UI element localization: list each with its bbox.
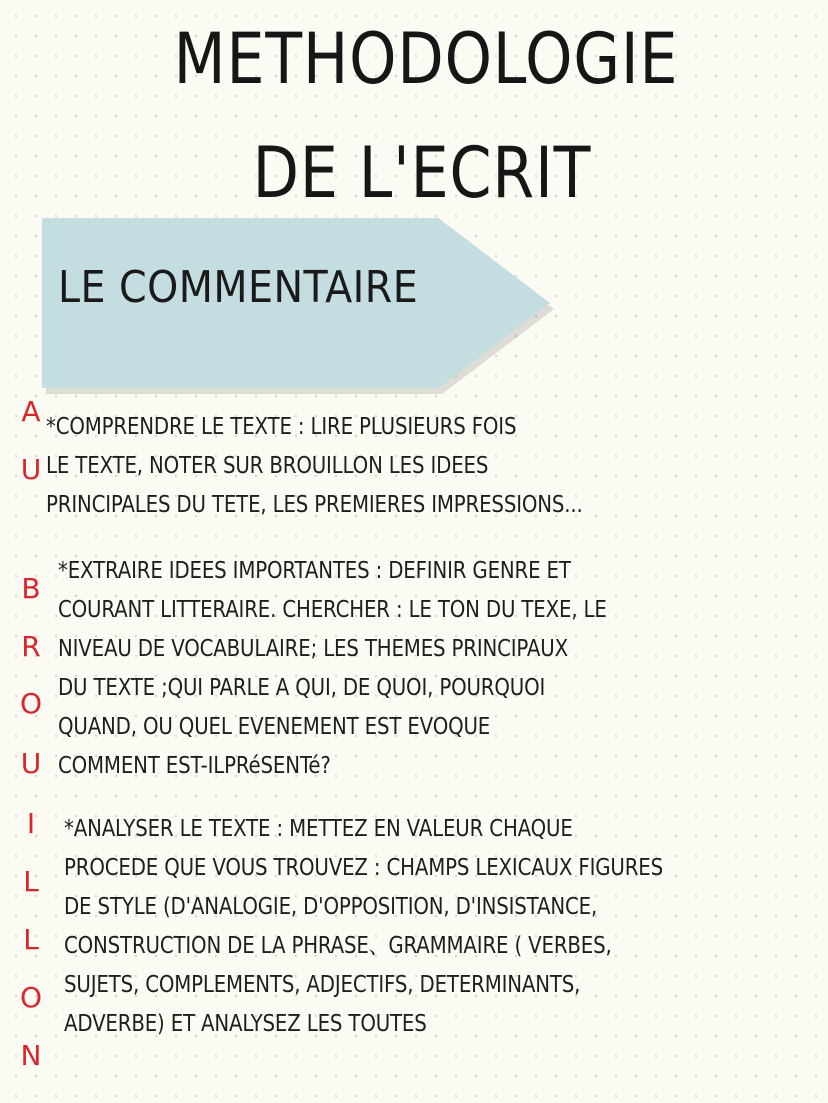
- text-line: SUJETS, COMPLEMENTS, ADJECTIFS, DETERMINANTS,: [64, 972, 581, 998]
- page-title-line-1: METHODOLOGIE: [173, 18, 679, 100]
- vertical-letter: I: [26, 807, 36, 840]
- text-line: DE STYLE (D'ANALOGIE, D'OPPOSITION, D'INSISTANCE,: [64, 894, 598, 920]
- text-line: PROCEDE QUE VOUS TROUVEZ : CHAMPS LEXICAUX FIGURES: [64, 855, 663, 881]
- vertical-letter: B: [21, 572, 41, 605]
- vertical-letter: N: [20, 1039, 42, 1072]
- page-title-line-2: DE L'ECRIT: [252, 132, 592, 214]
- text-line: *COMPRENDRE LE TEXTE : LIRE PLUSIEURS FOIS: [46, 414, 517, 440]
- text-line: LE TEXTE, NOTER SUR BROUILLON LES IDEES: [46, 453, 489, 479]
- vertical-letter: U: [20, 453, 42, 486]
- text-line: COURANT LITTERAIRE. CHERCHER : LE TON DU TEXE, LE: [58, 597, 607, 623]
- text-line: NIVEAU DE VOCABULAIRE; LES THEMES PRINCIPAUX: [58, 636, 568, 662]
- vertical-letter: L: [23, 865, 39, 898]
- text-line: ADVERBE) ET ANALYSEZ LES TOUTES: [64, 1011, 427, 1037]
- section-comprendre: [46, 408, 583, 525]
- vertical-letter: O: [19, 687, 43, 720]
- text-line: QUAND, OU QUEL EVENEMENT EST EVOQUE: [58, 714, 491, 740]
- text-line: DU TEXTE ;QUI PARLE A QUI, DE QUOI, POURQUOI: [58, 675, 546, 701]
- section-extraire: [58, 552, 607, 786]
- text-line: PRINCIPALES DU TETE, LES PREMIERES IMPRESSIONS...: [46, 492, 583, 518]
- banner-label: LE COMMENTAIRE: [58, 262, 419, 313]
- vertical-letter: A: [21, 395, 41, 428]
- vertical-letter: O: [19, 981, 43, 1014]
- section-analyser: [64, 810, 663, 1044]
- text-line: COMMENT EST-ILPRéSENTé?: [58, 753, 331, 779]
- text-line: *EXTRAIRE IDEES IMPORTANTES : DEFINIR GENRE ET: [58, 558, 571, 584]
- text-line: *ANALYSER LE TEXTE : METTEZ EN VALEUR CHAQUE: [64, 816, 573, 842]
- vertical-letter: R: [21, 630, 41, 663]
- vertical-letter: U: [20, 747, 42, 780]
- vertical-letter: L: [23, 923, 39, 956]
- text-line: CONSTRUCTION DE LA PHRASE、GRAMMAIRE ( VERBES,: [64, 933, 612, 959]
